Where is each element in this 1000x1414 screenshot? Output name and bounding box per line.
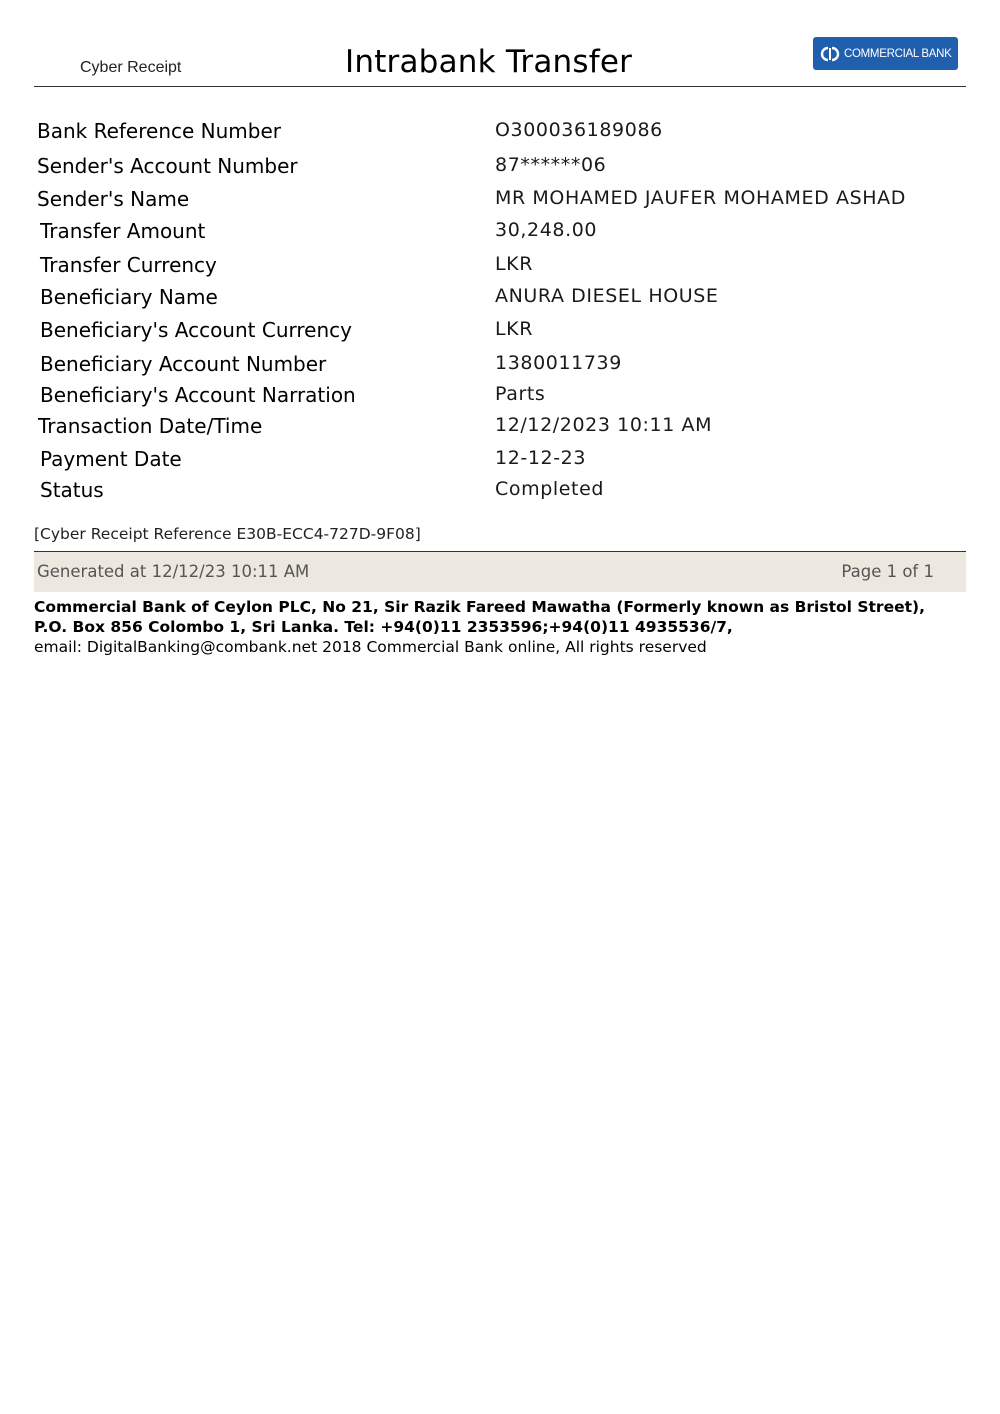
detail-label: Transaction Date/Time: [38, 414, 263, 438]
cyber-receipt-reference: [Cyber Receipt Reference E30B-ECC4-727D-9F08]: [34, 525, 421, 543]
bank-footer: [34, 597, 974, 657]
detail-row-status: [0, 478, 1000, 508]
detail-value: Parts: [495, 383, 546, 405]
detail-label: Beneficiary's Account Narration: [40, 383, 356, 407]
detail-row-beneficiary-narration: [0, 383, 1000, 413]
header-subtitle: Cyber Receipt: [80, 59, 182, 76]
page-title: Intrabank Transfer: [345, 44, 633, 80]
detail-label: Beneficiary Name: [40, 285, 218, 309]
page-number: Page 1 of 1: [841, 562, 934, 581]
detail-label: Sender's Name: [37, 187, 190, 211]
detail-value: LKR: [495, 253, 534, 275]
detail-label: Status: [40, 478, 104, 502]
detail-value: 30,248.00: [495, 219, 598, 241]
detail-row-transaction-datetime: [0, 414, 1000, 444]
detail-value: 12-12-23: [495, 447, 587, 469]
detail-label: Sender's Account Number: [37, 154, 298, 178]
bank-logo-text: COMMERCIAL BANK: [844, 47, 952, 60]
detail-label: Beneficiary's Account Currency: [40, 318, 352, 342]
detail-value: MR MOHAMED JAUFER MOHAMED ASHAD: [495, 187, 906, 209]
detail-row-bank-reference: [0, 119, 1000, 149]
detail-row-sender-account: [0, 154, 1000, 184]
bank-logo: [813, 37, 958, 70]
footer-address-line: Commercial Bank of Ceylon PLC, No 21, Sir Razik Fareed Mawatha (Formerly known as Bristol Street),: [34, 598, 925, 616]
detail-value: 12/12/2023 10:11 AM: [495, 414, 713, 436]
detail-value: O300036189086: [495, 119, 663, 141]
receipt-header: [34, 40, 966, 87]
detail-value: LKR: [495, 318, 534, 340]
detail-row-beneficiary-currency: [0, 318, 1000, 348]
detail-row-beneficiary-account: [0, 352, 1000, 382]
detail-label: Payment Date: [40, 447, 182, 471]
detail-row-transfer-currency: [0, 253, 1000, 283]
detail-row-beneficiary-name: [0, 285, 1000, 315]
detail-label: Transfer Currency: [40, 253, 217, 277]
footer-email-line: email: DigitalBanking@combank.net 2018 Commercial Bank online, All rights reserved: [34, 638, 707, 656]
footer-contact-line: P.O. Box 856 Colombo 1, Sri Lanka. Tel: +94(0)11 2353596;+94(0)11 4935536/7,: [34, 618, 733, 636]
detail-row-sender-name: [0, 187, 1000, 217]
bank-logo-icon: [820, 46, 840, 62]
generated-timestamp: Generated at 12/12/23 10:11 AM: [37, 562, 310, 581]
detail-label: Transfer Amount: [40, 219, 206, 243]
detail-label: Beneficiary Account Number: [40, 352, 327, 376]
generated-bar: [34, 551, 966, 592]
detail-value: 87******06: [495, 154, 607, 176]
detail-row-transfer-amount: [0, 219, 1000, 249]
detail-value: 1380011739: [495, 352, 622, 374]
detail-value: ANURA DIESEL HOUSE: [495, 285, 719, 307]
detail-row-payment-date: [0, 447, 1000, 477]
detail-label: Bank Reference Number: [37, 119, 282, 143]
status-value: Completed: [495, 478, 605, 500]
